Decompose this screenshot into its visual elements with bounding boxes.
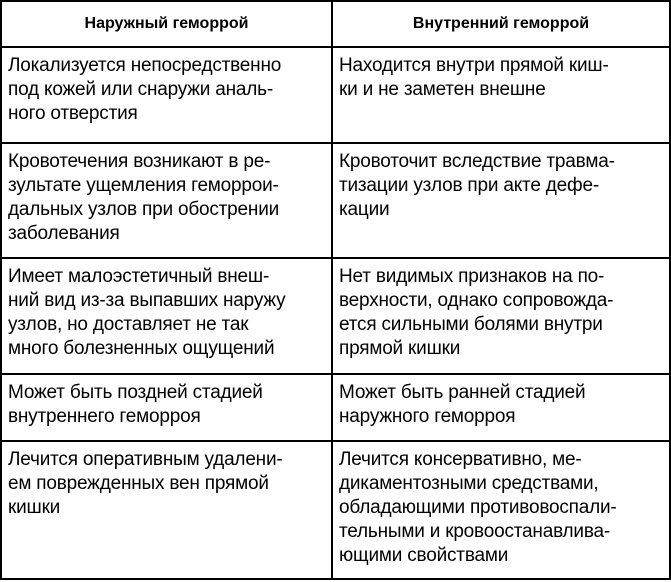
cell-line: ний вид из-за выпавших наружу [8,290,286,311]
cell-line: ем поврежденных вен прямой [8,473,269,494]
cell-line: кишки [8,497,61,518]
table-row [1,441,670,579]
cell-external [1,143,332,258]
cell-line: внутреннего геморроя [8,406,201,427]
cell-line: прямой кишки [339,338,461,359]
header-row [1,1,670,47]
cell-line: ки и не заметен внешне [339,79,546,100]
cell-line: заболевания [8,223,120,244]
cell-line: верхности, однако сопровожда- [339,290,614,311]
cell-external [1,441,332,579]
cell-line: ется сильными болями внутри [339,314,603,335]
cell-line: Имеет малоэстетичный внеш- [8,266,270,287]
table-row [1,374,670,441]
cell-line: под кожей или снаружи аналь- [8,79,274,100]
cell-line: Лечится консервативно, ме- [339,449,582,470]
cell-internal [332,374,670,441]
cell-line: Находится внутри прямой киш- [339,55,609,76]
cell-line: тизации узлов при акте дефе- [339,175,599,196]
header-internal-hemorrhoids: Внутренний геморрой [332,1,670,47]
cell-line: Кровотечения возникают в ре- [8,151,271,172]
cell-line: Может быть поздней стадией [8,382,263,403]
cell-line: наружного геморроя [339,406,516,427]
cell-line: узлов, но доставляет не так [8,314,249,335]
cell-line: Кровоточит вследствие травма- [339,151,615,172]
cell-internal [332,47,670,143]
cell-internal [332,441,670,579]
header-external-hemorrhoids: Наружный геморрой [1,1,332,47]
cell-internal [332,143,670,258]
cell-line: Может быть ранней стадией [339,382,586,403]
table-row [1,47,670,143]
cell-line: обладающими противовоспали- [339,497,617,518]
cell-line: Нет видимых признаков на по- [339,266,605,287]
cell-line: зультате ущемления геморрои- [8,175,279,196]
table-row [1,143,670,258]
cell-line: Локализуется непосредственно [8,55,282,76]
cell-line: много болезненных ощущений [8,338,275,359]
cell-line: дикаментозными средствами, [339,473,599,494]
cell-external [1,47,332,143]
cell-line: кации [339,199,390,220]
table-row [1,258,670,374]
cell-external [1,374,332,441]
cell-internal [332,258,670,374]
cell-external [1,258,332,374]
cell-line: ного отверстия [8,103,138,124]
cell-line: тельными и кровоостанавлива- [339,521,611,542]
cell-line: ющими свойствами [339,545,509,566]
cell-line: Лечится оперативным удалени- [8,449,283,470]
cell-line: дальных узлов при обострении [8,199,280,220]
